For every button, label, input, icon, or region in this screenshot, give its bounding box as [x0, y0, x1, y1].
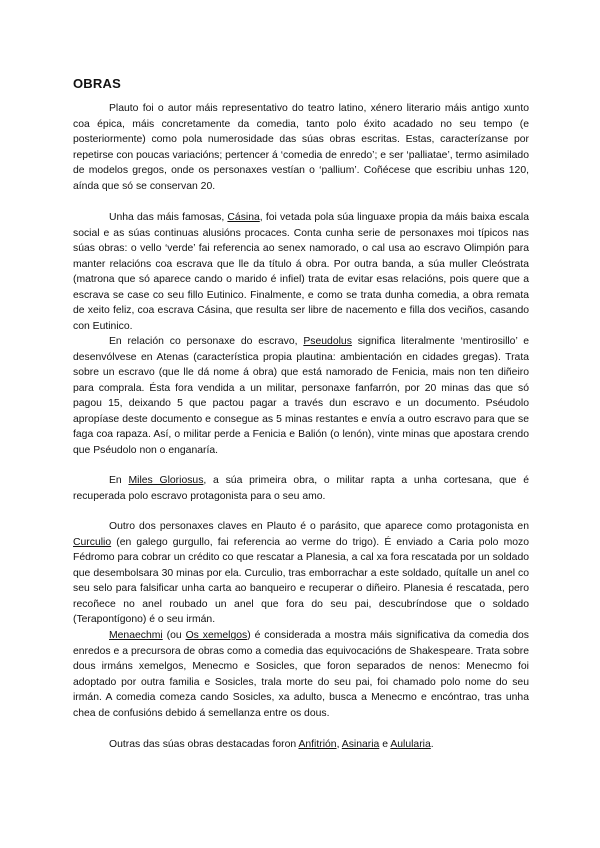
paragraph-text: . [430, 739, 434, 750]
paragraph-text: (en galego gurgullo, fai referencia ao verme do trigo). É enviado a Caria polo mozo Fédromo para cobrar un crédito co que rescatar a Planesia, a cal xa fora rescatada por un soldado que desembolsara 30 minas por ela. Curculio, tras emborrachar a este soldado, quítalle un anel co seu selo para falsificar unha carta ao banqueiro e recuperar o diñeiro. Planesia é rescatada, pero recoñece no anel roubado un anel que fora do seu pai, descubríndose que o soldado (Terapontígono) é o seu irmán. [73, 536, 529, 625]
page-title: OBRAS [73, 76, 121, 91]
link-aulularia[interactable]: Aulularia [390, 739, 431, 750]
link-asinaria[interactable]: Asinaria [341, 739, 380, 750]
paragraph-text: En relación co personaxe do escravo, [109, 336, 304, 347]
paragraph-text: e [379, 739, 391, 750]
paragraph-text: En [109, 475, 129, 486]
link-pseudolus[interactable]: Pseudolus [303, 336, 352, 347]
paragraph-menaechmi [73, 628, 529, 721]
paragraph-text: , [336, 739, 342, 750]
paragraph-curculio [73, 519, 529, 628]
link-miles-gloriosus[interactable]: Miles Gloriosus [128, 475, 204, 486]
link-curculio[interactable]: Curculio [73, 536, 112, 548]
paragraph-pseudolus [73, 334, 529, 458]
link-casina[interactable]: Cásina [227, 212, 260, 223]
paragraph-intro [73, 101, 529, 194]
link-os-xemelgos[interactable]: Os xemelgos [185, 630, 248, 641]
paragraph-other-works [73, 737, 529, 753]
paragraph-text: significa literalmente ‘mentirosillo’ e desenvólvese en Atenas (característica propia plautina: ambientación en cidades gregas). Trata sobre un escravo (que lle dá nome á obra) que está namorado de Fenicia, mais non ten diñeiro para comprala. Ésta fora vendida a un militar, personaxe fanfarrón, por 20 minas das que só pagou 15, deixando 5 que pactou pagar a través dun escravo e un documento. Pséudolo apropíase deste documento e consegue as 5 minas restantes e envía a outro escravo para que se faga coa rapaza. Así, o militar perde a Fenicia e Balión (o lenón), vinte minas que apostara crendo que Pséudolo non o enganaría. [73, 336, 529, 456]
paragraph-text: Unha das máis famosas, [109, 212, 228, 223]
paragraph-miles-gloriosus [73, 473, 529, 504]
paragraph-text: (ou [162, 630, 186, 641]
paragraph-casina [73, 210, 529, 334]
paragraph-text: , a súa primeira obra, o militar rapta a unha cortesana, que é recuperada polo escravo protagonista para o seu amo. [73, 475, 529, 502]
paragraph-text: , foi vetada pola súa linguaxe propia da máis baixa escala social e as súas continuas alusións procaces. Conta cunha serie de personaxes moi típicos nas súas obras: o vello ‘verde’ fai referencia ao senex namorado, o cal usa ao escravo Olimpión para manter relacións coa escrava que lle da título á obra. Por outra banda, a súa muller Cleóstrata (matrona que só aparece cando o marido é infiel) trata de evitar esas relacións, pois quere que a escrava se case co seu fillo Eutinico. Finalmente, e como se trata dunha comedia, a obra remata de xeito feliz, coa escrava Cásina, que resulta ser libre de nacemento e filla dos veciños, casando con Eutinico. [73, 212, 529, 332]
paragraph-text: Outras das súas obras destacadas foron [109, 739, 299, 750]
paragraph-text: ) é considerada a mostra máis significativa da comedia dos enredos e a precursora de obras como a comedia das equivocacións de Shakespeare. Trata sobre dous irmáns xemelgos, Menecmo e Sosicles, que foron separados de nenos: Menecmo foi adoptado por outra familia e Sosicles, trala morte do seu pai, foi chamado polo nome do seu irmán. A comedia comeza cando Sosicles, xa adulto, busca a Menecmo e encóntrao, tras unha chea de confusións debido á semellanza entre os dous. [73, 630, 529, 719]
paragraph-text: Plauto foi o autor máis representativo do teatro latino, xénero literario máis antigo xunto coa épica, máis concretamente da comedia, tanto polo éxito acadado no seu tempo (e posteriormente) como pola numerosidade das súas obras escritas. Estas, caracterízanse por repetirse con poucas variacións; pertencer á ‘comedia de enredo’; e ser ‘palliatae’, termo asimilado de modelos gregos, onde os personaxes vestían o ‘pallium’. Coñécese que escribiu unhas 120, aínda que só se conservan 20. [73, 103, 529, 192]
link-anfitrion[interactable]: Anfitrión [298, 739, 337, 750]
paragraph-text: Outro dos personaxes claves en Plauto é o parásito, que aparece como protagonista en [109, 521, 529, 532]
link-menaechmi[interactable]: Menaechmi [109, 630, 163, 641]
